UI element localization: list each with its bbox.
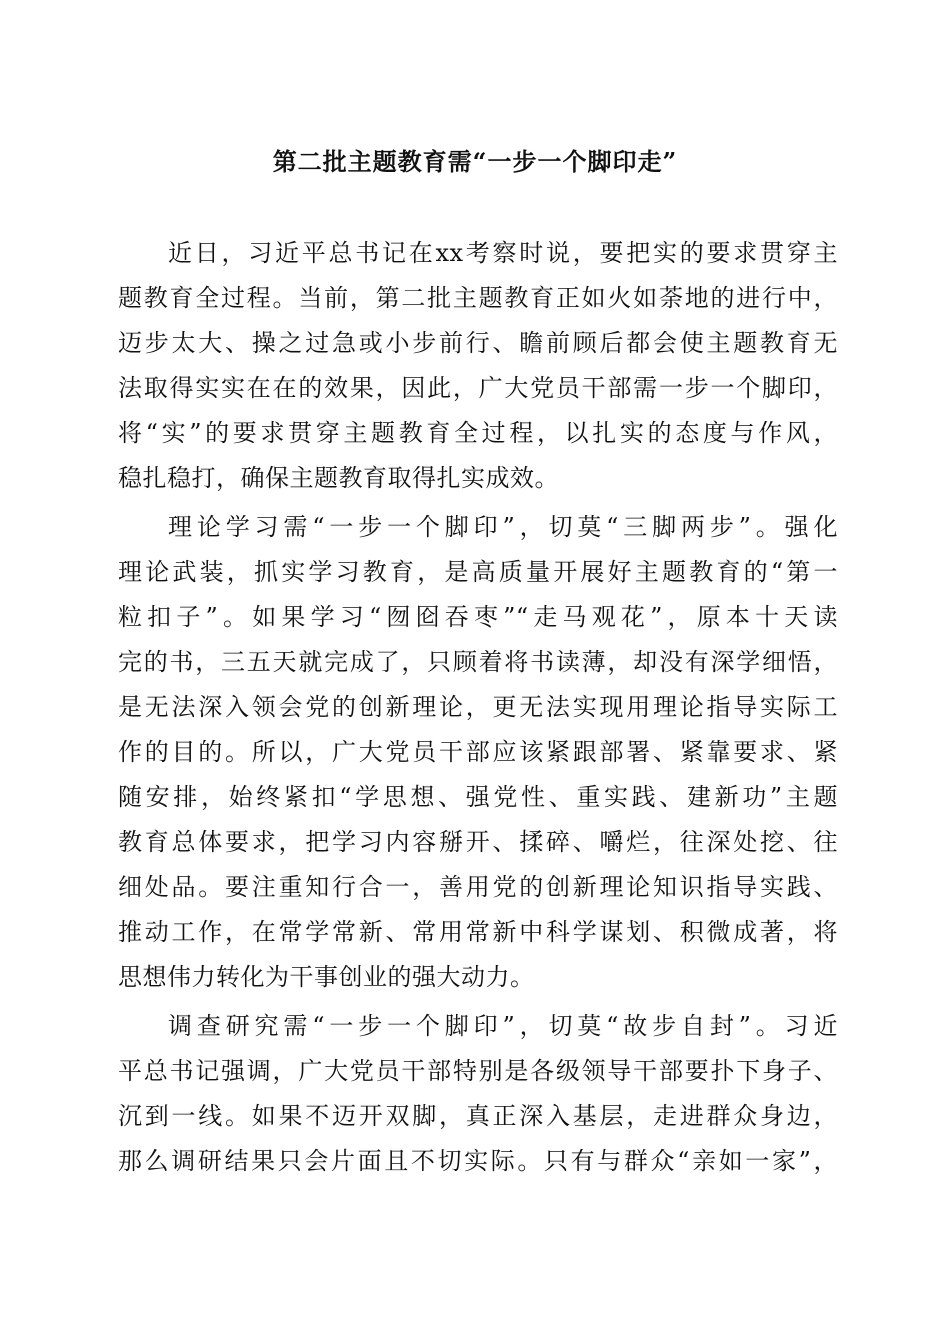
paragraph-2 [118,505,838,1000]
paragraph-line: 是无法深入领会党的创新理论，更无法实现用理论指导实际工 [118,693,838,721]
paragraph-line: 理论武装，抓实学习教育，是高质量开展好主题教育的“第一 [118,558,838,586]
paragraph-line: 粒扣子”。如果学习“囫囵吞枣”“走马观花”，原本十天读 [118,603,838,631]
paragraph-line: 稳扎稳打，确保主题教育取得扎实成效。 [118,464,559,492]
paragraph-line: 理论学习需“一步一个脚印”，切莫“三脚两步”。强化 [168,513,838,541]
paragraph-line: 平总书记强调，广大党员干部特别是各级领导干部要扑下身子、 [118,1057,838,1085]
paragraph-line: 将“实”的要求贯穿主题教育全过程，以扎实的态度与作风， [118,419,838,447]
paragraph-line: 教育总体要求，把学习内容掰开、揉碎、嚼烂，往深处挖、往 [118,828,838,856]
paragraph-line: 细处品。要注重知行合一，善用党的创新理论知识指导实践、 [118,873,838,901]
paragraph-line: 调查研究需“一步一个脚印”，切莫“故步自封”。习近 [168,1012,838,1040]
paragraph-line: 近日，习近平总书记在xx考察时说，要把实的要求贯穿主 [168,239,838,267]
paragraph-line: 迈步太大、操之过急或小步前行、瞻前顾后都会使主题教育无 [118,329,838,357]
paragraph-line: 题教育全过程。当前，第二批主题教育正如火如荼地的进行中， [118,284,838,312]
paragraph-line: 法取得实实在在的效果，因此，广大党员干部需一步一个脚印， [118,374,838,402]
paragraph-line: 那么调研结果只会片面且不切实际。只有与群众“亲如一家”， [118,1147,838,1175]
paragraph-line: 思想伟力转化为干事创业的强大动力。 [118,963,535,991]
paragraph-1 [118,231,838,501]
paragraph-3 [118,1004,838,1184]
paragraph-line: 推动工作，在常学常新、常用常新中科学谋划、积微成著，将 [118,918,838,946]
paragraph-line: 随安排，始终紧扣“学思想、强党性、重实践、建新功”主题 [118,783,838,811]
document-body [118,231,838,1184]
document-title: 第二批主题教育需“一步一个脚印走” [272,147,678,176]
paragraph-line: 完的书，三五天就完成了，只顾着将书读薄，却没有深学细悟， [118,648,838,676]
paragraph-line: 沉到一线。如果不迈开双脚，真正深入基层，走进群众身边， [118,1102,838,1130]
paragraph-line: 作的目的。所以，广大党员干部应该紧跟部署、紧靠要求、紧 [118,738,838,766]
